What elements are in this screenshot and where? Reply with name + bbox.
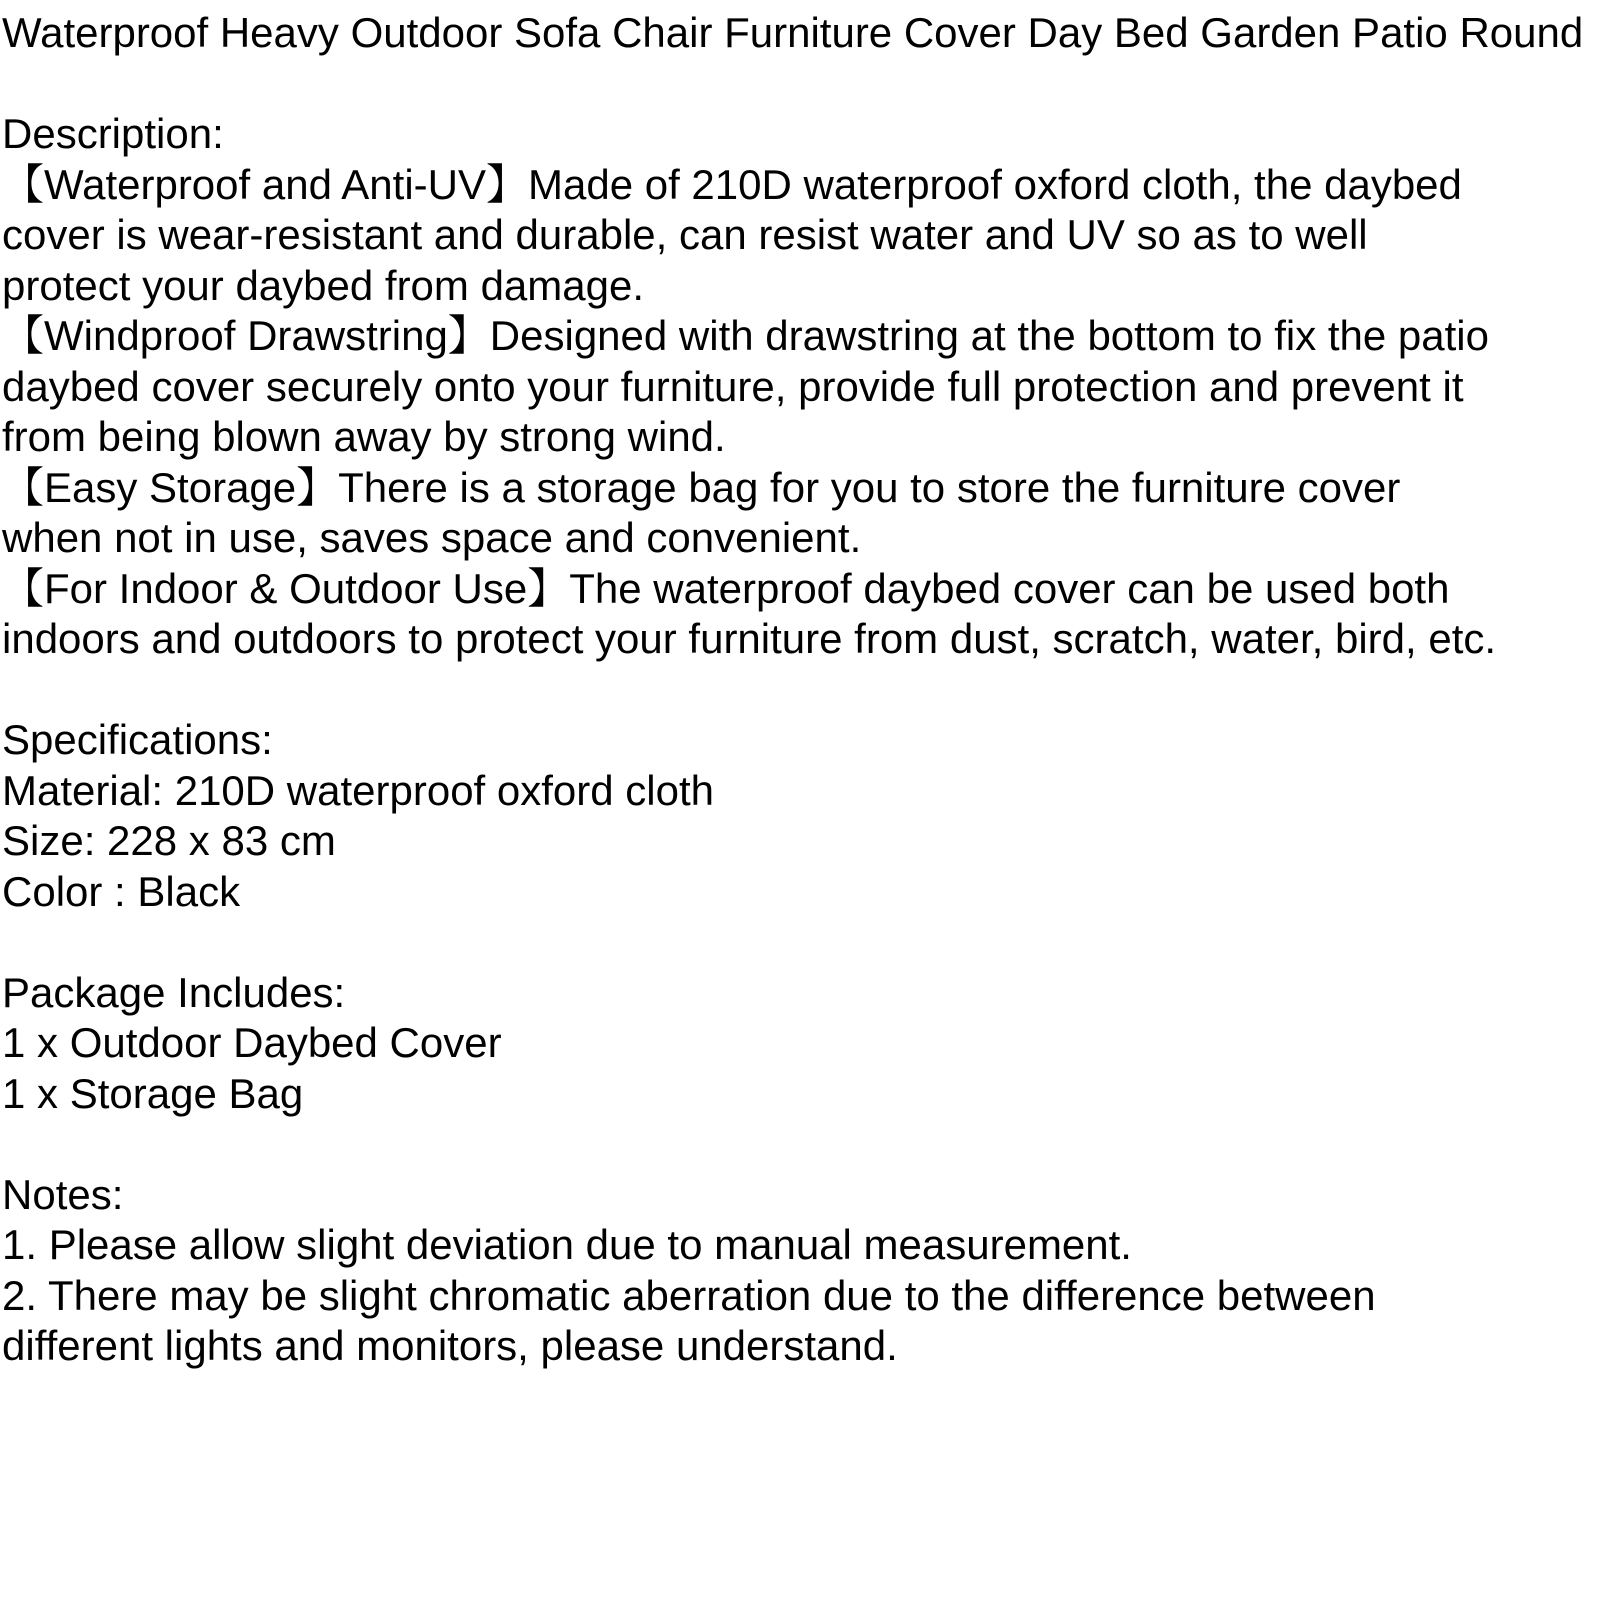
description-line: from being blown away by strong wind.	[2, 413, 726, 460]
package-item: 1 x Storage Bag	[2, 1069, 304, 1117]
notes-heading: Notes:	[2, 1170, 124, 1218]
description-line: 【Easy Storage】There is a storage bag for you to store the furniture cover	[2, 463, 1401, 511]
note-line: different lights and monitors, please understand.	[2, 1322, 898, 1369]
specifications-heading: Specifications:	[2, 716, 273, 763]
note-line: 1. Please allow slight deviation due to manual measurement.	[2, 1221, 1132, 1268]
note-line: 2. There may be slight chromatic aberration due to the difference between	[2, 1271, 1376, 1319]
description-line: daybed cover securely onto your furniture, provide full protection and prevent it	[2, 362, 1464, 410]
description-heading: Description:	[2, 110, 224, 157]
spec-color: Color : Black	[2, 867, 241, 915]
description-line: indoors and outdoors to protect your furniture from dust, scratch, water, bird, etc.	[2, 615, 1497, 662]
description-line: 【Waterproof and Anti-UV】Made of 210D waterproof oxford cloth, the daybed	[2, 160, 1462, 208]
spec-material: Material: 210D waterproof oxford cloth	[2, 766, 715, 814]
description-line: when not in use, saves space and convenient.	[2, 514, 862, 561]
description-line: protect your daybed from damage.	[2, 261, 645, 309]
description-line: 【For Indoor & Outdoor Use】The waterproof daybed cover can be used both	[2, 564, 1450, 612]
description-line: 【Windproof Drawstring】Designed with drawstring at the bottom to fix the patio	[2, 312, 1490, 359]
spec-size: Size: 228 x 83 cm	[2, 817, 336, 864]
spacer	[2, 665, 1598, 716]
product-title: Waterproof Heavy Outdoor Sofa Chair Furniture Cover Day Bed Garden Patio Round	[2, 9, 1584, 56]
spacer	[2, 59, 1598, 110]
package-heading: Package Includes:	[2, 968, 346, 1016]
spacer	[2, 917, 1598, 968]
spacer	[2, 1119, 1598, 1170]
description-line: cover is wear-resistant and durable, can resist water and UV so as to well	[2, 211, 1368, 258]
package-item: 1 x Outdoor Daybed Cover	[2, 1019, 502, 1066]
